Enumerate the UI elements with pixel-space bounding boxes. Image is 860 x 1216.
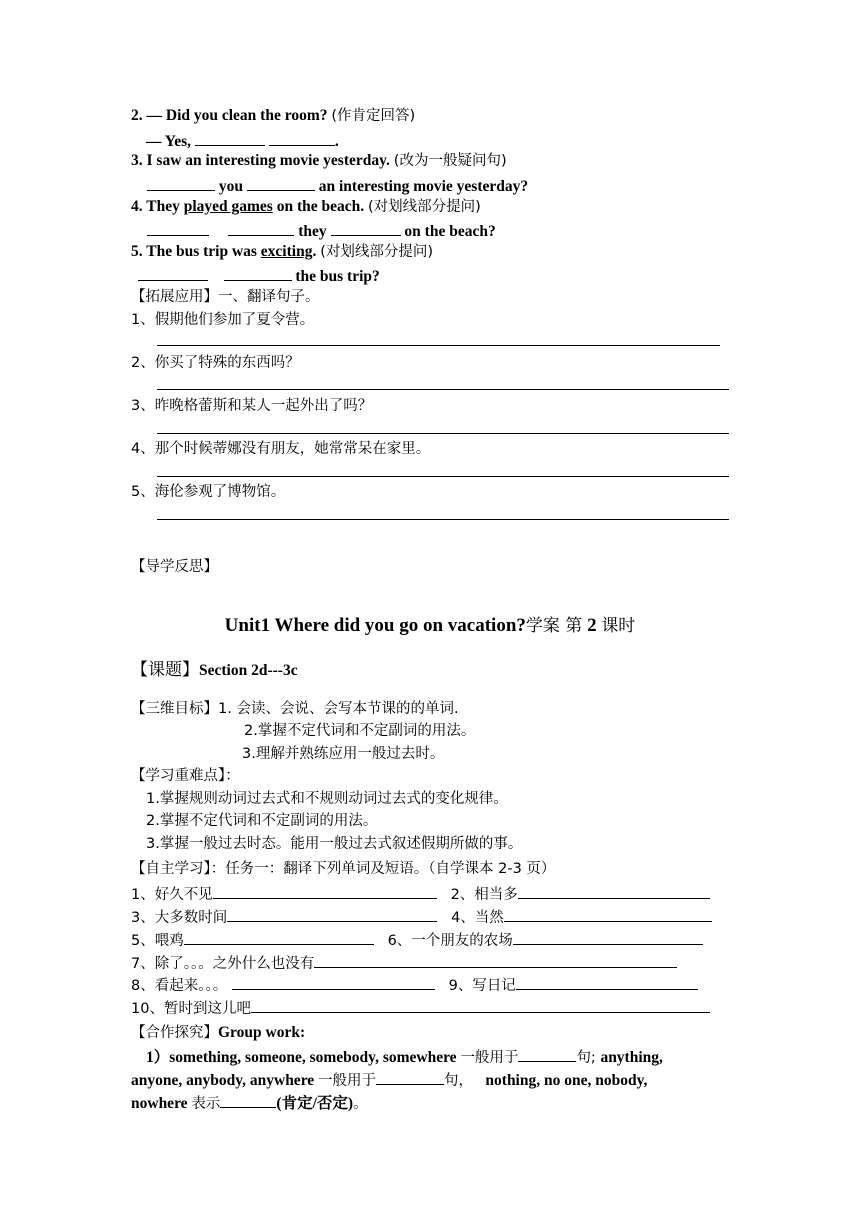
exercise-3-question — [131, 151, 507, 171]
grammar-text: 句， — [444, 1073, 478, 1089]
vocab-label: 4、当然 — [451, 910, 504, 926]
key-point-item: 3.掌握一般过去时态。能用一般过去式叙述假期所做的事。 — [146, 836, 523, 852]
answer-line[interactable] — [157, 389, 729, 390]
answer-blank[interactable] — [314, 952, 677, 968]
vocab-label: 6、一个朋友的农场 — [387, 933, 513, 949]
exercise-number: 4. — [131, 198, 147, 215]
exercise-number: 3. — [131, 152, 147, 169]
answer-blank[interactable] — [247, 175, 315, 191]
exercise-4-answer — [147, 220, 496, 242]
exercise-text: . — [312, 243, 321, 260]
answer-blank[interactable] — [147, 220, 209, 236]
vocab-label: 5、喂鸡 — [131, 933, 184, 949]
vocab-label: 10、暂时到这儿吧 — [131, 1001, 251, 1017]
grammar-line-2 — [131, 1069, 647, 1091]
vocab-label: 7、除了。。。之外什么也没有 — [131, 956, 315, 972]
grammar-text: (肯定/否定) — [276, 1095, 354, 1112]
translate-item: 3、昨晚格蕾斯和某人一起外出了吗？ — [131, 398, 373, 414]
section-heading-extend: 【拓展应用】一、翻译句子。 — [131, 289, 320, 305]
answer-text: they — [294, 223, 331, 240]
answer-text: you — [215, 178, 247, 195]
title-chinese: 学案 第 — [525, 616, 583, 636]
goals-label: 【三维目标】 — [131, 701, 218, 717]
exercise-5-question — [131, 242, 433, 262]
key-point-item: 2.掌握不定代词和不定副词的用法。 — [146, 813, 378, 829]
coop-label: 【合作探究】 — [131, 1025, 218, 1041]
answer-blank[interactable] — [251, 997, 710, 1013]
answer-blank[interactable] — [220, 1092, 276, 1108]
vocab-item — [131, 974, 698, 996]
vocab-item — [131, 952, 677, 974]
translate-item: 4、那个时候蒂娜没有朋友，她常常呆在家里。 — [131, 441, 431, 457]
answer-blank[interactable] — [513, 929, 703, 945]
exercise-text: The bus trip was — [146, 243, 261, 260]
title-english: Unit1 Where did you go on vacation? — [224, 615, 526, 636]
goal-item: 3.理解并熟练应用一般过去时。 — [242, 746, 445, 762]
grammar-text: 1）something, someone, somebody, somewhere — [146, 1049, 461, 1066]
answer-blank[interactable] — [269, 130, 335, 146]
answer-blank[interactable] — [184, 929, 374, 945]
title-chinese-suffix: 课时 — [601, 616, 636, 636]
title-number: 2 — [582, 615, 602, 636]
answer-blank[interactable] — [195, 130, 265, 146]
vocab-item — [131, 883, 710, 905]
grammar-line-1 — [146, 1046, 663, 1068]
grammar-text: nowhere — [131, 1095, 192, 1112]
answer-blank[interactable] — [376, 1069, 444, 1085]
exercise-2-question — [131, 106, 415, 126]
vocab-label: 8、看起来。。。 — [131, 978, 228, 994]
grammar-text: nothing, no one, nobody, — [485, 1072, 648, 1089]
underlined-part: exciting — [260, 243, 313, 260]
answer-blank[interactable] — [228, 220, 294, 236]
coop-english: Group work: — [218, 1024, 306, 1041]
exercise-note: (改为一般疑问句) — [393, 153, 507, 169]
answer-blank[interactable] — [227, 906, 437, 922]
underlined-part: played games — [183, 198, 273, 215]
grammar-text: 表示 — [191, 1096, 221, 1112]
translate-item: 2、你买了特殊的东西吗？ — [131, 355, 300, 371]
translate-item: 5、海伦参观了博物馆。 — [131, 484, 286, 500]
topic-label: 【课题】 — [131, 660, 199, 680]
grammar-text: 一般用于 — [460, 1050, 519, 1066]
topic-line — [131, 660, 298, 681]
exercise-4-question — [131, 197, 481, 217]
exercise-text: on the beach. — [272, 198, 368, 215]
exercise-text: They — [146, 198, 184, 215]
exercise-note: (对划线部分提问) — [320, 244, 434, 260]
self-study-heading: 【自主学习】：任务一：翻译下列单词及短语。（自学课本 2-3 页） — [131, 861, 556, 877]
vocab-item — [131, 997, 710, 1019]
exercise-number: 2. — [131, 107, 147, 124]
exercise-5-answer — [138, 265, 380, 287]
answer-text: on the beach? — [400, 223, 496, 240]
exercise-3-answer — [147, 175, 528, 197]
answer-blank[interactable] — [138, 265, 208, 281]
answer-line[interactable] — [157, 345, 720, 346]
answer-line[interactable] — [157, 433, 729, 434]
answer-blank[interactable] — [147, 175, 215, 191]
answer-suffix: . — [334, 133, 339, 150]
answer-line[interactable] — [157, 519, 729, 520]
grammar-text: 一般用于 — [318, 1073, 377, 1089]
answer-blank[interactable] — [331, 220, 401, 236]
answer-line[interactable] — [157, 476, 729, 477]
answer-blank[interactable] — [516, 974, 698, 990]
lesson-title — [0, 611, 860, 637]
exercise-number: 5. — [131, 243, 147, 260]
exercise-2-answer — [146, 130, 339, 152]
vocab-label: 3、大多数时间 — [131, 910, 228, 926]
exercise-text: — Did you clean the room? — [146, 107, 332, 124]
key-points-heading: 【学习重难点】： — [131, 768, 240, 784]
vocab-item — [131, 906, 712, 928]
vocab-label: 2、相当多 — [450, 887, 518, 903]
grammar-text: 句; — [576, 1050, 601, 1066]
answer-blank[interactable] — [224, 265, 292, 281]
answer-blank[interactable] — [518, 883, 710, 899]
translate-item: 1、假期他们参加了夏令营。 — [131, 312, 315, 328]
exercise-text: I saw an interesting movie yesterday. — [146, 152, 394, 169]
grammar-text: anyone, anybody, anywhere — [131, 1072, 319, 1089]
answer-text: the bus trip? — [291, 268, 380, 285]
vocab-item — [131, 929, 703, 951]
vocab-label: 1、好久不见 — [131, 887, 213, 903]
key-point-item: 1.掌握规则动词过去式和不规则动词过去式的变化规律。 — [146, 791, 508, 807]
reflection-heading: 【导学反思】 — [131, 559, 218, 575]
goals-line — [131, 699, 459, 719]
answer-prefix: — Yes, — [146, 133, 195, 150]
topic-value: Section 2d---3c — [199, 662, 298, 679]
answer-blank[interactable] — [232, 974, 435, 990]
grammar-text: 。 — [353, 1096, 368, 1112]
exercise-note: (作肯定回答) — [331, 108, 416, 124]
answer-blank[interactable] — [213, 883, 437, 899]
coop-heading — [131, 1023, 305, 1043]
answer-blank[interactable] — [518, 1046, 576, 1062]
exercise-note: (对划线部分提问) — [368, 199, 481, 215]
goal-item: 1. 会读、会说、会写本节课的的单词. — [218, 701, 459, 717]
answer-text: an interesting movie yesterday? — [314, 178, 529, 195]
grammar-line-3 — [131, 1092, 368, 1114]
grammar-text: anything, — [600, 1049, 663, 1066]
vocab-label: 9、写日记 — [448, 978, 516, 994]
goal-item: 2.掌握不定代词和不定副词的用法。 — [244, 723, 476, 739]
answer-blank[interactable] — [504, 906, 712, 922]
